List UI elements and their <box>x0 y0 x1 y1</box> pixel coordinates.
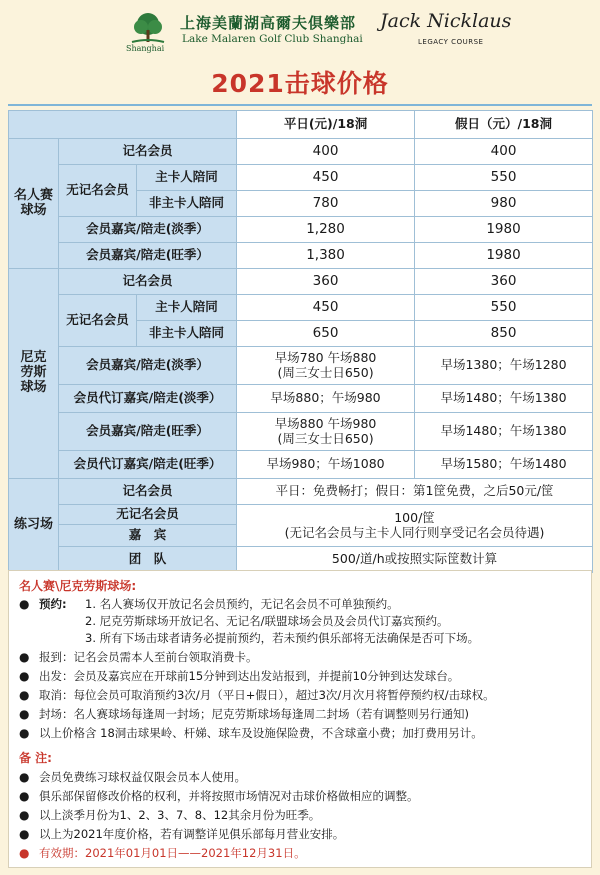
row-label: 主卡人陪同 <box>137 295 237 321</box>
bullet-icon: ● <box>19 726 30 740</box>
header-weekday: 平日(元)/18洞 <box>237 111 415 139</box>
row-label: 嘉 宾 <box>59 525 237 547</box>
row-label: 记名会员 <box>59 139 237 165</box>
bullet-icon: ● <box>19 650 30 664</box>
weekday-price: 780 <box>237 191 415 217</box>
booking-item: 2. 尼克劳斯球场开放记名、无记名/联盟球场会员及会员代订嘉宾预约。 <box>85 614 449 628</box>
page-title: 2021击球价格 <box>211 69 389 98</box>
holiday-price: 550 <box>415 165 593 191</box>
weekday-price: 早场880 午场980 (周三女士日650) <box>237 413 415 451</box>
rule-note: ● 封场：名人赛球场每逢周一封场；尼克劳斯球场每逢周二封场（若有调整则另行通知) <box>19 707 469 721</box>
club-name-cn: 上海美蘭湖高爾夫俱樂部 <box>180 14 357 32</box>
holiday-price: 850 <box>415 321 593 347</box>
holiday-price: 早场1580；午场1480 <box>415 451 593 479</box>
holiday-price: 1980 <box>415 217 593 243</box>
row-label: 记名会员 <box>59 269 237 295</box>
rule-note: ● 取消：每位会员可取消预约3次/月（平日+假日），超过3次/月次月将暂停预约权/击球权。 <box>19 688 495 702</box>
section-masters: 名人赛 球场 <box>9 139 59 269</box>
row-label: 无记名会员 <box>59 505 237 525</box>
remark-note: ● 以上淡季月份为1、2、3、7、8、12其余月份为旺季。 <box>19 808 321 822</box>
weekday-price: 360 <box>237 269 415 295</box>
table-row <box>9 139 593 165</box>
bullet-icon: ● <box>19 688 30 702</box>
weekday-price: 650 <box>237 321 415 347</box>
weekday-price: 1,280 <box>237 217 415 243</box>
holiday-price: 360 <box>415 269 593 295</box>
holiday-price: 550 <box>415 295 593 321</box>
weekday-price: 早场980；午场1080 <box>237 451 415 479</box>
remarks-heading: 备 注: <box>19 751 52 765</box>
bullet-icon: ● <box>19 669 30 683</box>
practice-price: 500/道/h或按照实际筐数计算 <box>237 547 593 573</box>
notes-panel <box>8 570 592 868</box>
holiday-price: 980 <box>415 191 593 217</box>
logo-caption: Shanghai <box>126 44 165 53</box>
table-row <box>9 165 593 191</box>
bullet-icon: ● <box>19 789 30 803</box>
row-label: 团 队 <box>59 547 237 573</box>
row-label: 非主卡人陪同 <box>137 191 237 217</box>
table-row <box>9 547 593 573</box>
practice-price: 100/筐 (无记名会员与主卡人同行则享受记名会员待遇) <box>237 505 593 547</box>
row-label: 主卡人陪同 <box>137 165 237 191</box>
weekday-price: 早场780 午场880 (周三女士日650) <box>237 347 415 385</box>
rule-note: ● 报到：记名会员需本人至前台领取消费卡。 <box>19 650 258 664</box>
table-row <box>9 385 593 413</box>
header-empty-cell <box>9 111 237 139</box>
rule-note: ● 出发：会员及嘉宾应在开球前15分钟到达出发站报到，并提前10分钟到达发球台。 <box>19 669 460 683</box>
row-label: 会员嘉宾/陪走(旺季） <box>59 413 237 451</box>
header-holiday: 假日（元）/18洞 <box>415 111 593 139</box>
table-header-row <box>9 111 593 139</box>
partner-tagline: LEGACY COURSE <box>418 38 484 46</box>
table-row <box>9 243 593 269</box>
booking-item: 3. 所有下场击球者请务必提前预约，若未预约俱乐部将无法确保是否可下场。 <box>85 631 480 645</box>
table-row <box>9 269 593 295</box>
holiday-price: 400 <box>415 139 593 165</box>
weekday-price: 400 <box>237 139 415 165</box>
row-label: 会员代订嘉宾/陪走(旺季） <box>59 451 237 479</box>
row-group-label: 无记名会员 <box>59 295 137 347</box>
bullet-icon: ● <box>19 827 30 841</box>
bullet-icon: ● <box>19 770 30 784</box>
weekday-price: 450 <box>237 165 415 191</box>
table-row <box>9 295 593 321</box>
weekday-price: 450 <box>237 295 415 321</box>
bullet-icon: ● <box>19 808 30 822</box>
row-label: 会员代订嘉宾/陪走(淡季） <box>59 385 237 413</box>
weekday-price: 1,380 <box>237 243 415 269</box>
holiday-price: 早场1480；午场1380 <box>415 413 593 451</box>
row-label: 非主卡人陪同 <box>137 321 237 347</box>
price-table <box>8 110 593 573</box>
table-row <box>9 217 593 243</box>
header <box>0 0 600 60</box>
validity-note: ● 有效期：2021年01月01日——2021年12月31日。 <box>19 846 306 860</box>
booking-note: ● 预约: <box>19 597 67 611</box>
table-row <box>9 479 593 505</box>
bullet-icon: ● <box>19 846 30 860</box>
partner-signature: Jack Nicklaus <box>380 10 512 32</box>
table-row <box>9 451 593 479</box>
course-notes-heading: 名人赛\尼克劳斯球场: <box>19 579 137 593</box>
row-label: 会员嘉宾/陪走(淡季） <box>59 217 237 243</box>
remark-note: ● 俱乐部保留修改价格的权利，并将按照市场情况对击球价格做相应的调整。 <box>19 789 419 803</box>
row-label: 记名会员 <box>59 479 237 505</box>
table-row <box>9 347 593 385</box>
holiday-price: 早场1380；午场1280 <box>415 347 593 385</box>
section-practice: 练习场 <box>9 479 59 573</box>
table-row <box>9 413 593 451</box>
row-label: 会员嘉宾/陪走(淡季） <box>59 347 237 385</box>
title-divider <box>8 104 592 106</box>
row-label: 会员嘉宾/陪走(旺季） <box>59 243 237 269</box>
table-row <box>9 505 593 525</box>
practice-price: 平日：免费畅打；假日：第1筐免费，之后50元/筐 <box>237 479 593 505</box>
holiday-price: 1980 <box>415 243 593 269</box>
holiday-price: 早场1480；午场1380 <box>415 385 593 413</box>
weekday-price: 早场880；午场980 <box>237 385 415 413</box>
remark-note: ● 会员免费练习球权益仅限会员本人使用。 <box>19 770 246 784</box>
row-group-label: 无记名会员 <box>59 165 137 217</box>
section-nicklaus: 尼克 劳斯 球场 <box>9 269 59 479</box>
club-name-en: Lake Malaren Golf Club Shanghai <box>182 33 363 45</box>
bullet-icon: ● <box>19 707 30 721</box>
bullet-icon: ● <box>19 597 30 611</box>
rule-note: ● 以上价格含 18洞击球果岭、杆娣、球车及设施保险费，不含球童小费；加打费用另计。 <box>19 726 483 740</box>
booking-item: 1. 名人赛场仅开放记名会员预约，无记名会员不可单独预约。 <box>85 597 399 611</box>
remark-note: ● 以上为2021年度价格，若有调整详见俱乐部每月营业安排。 <box>19 827 345 841</box>
